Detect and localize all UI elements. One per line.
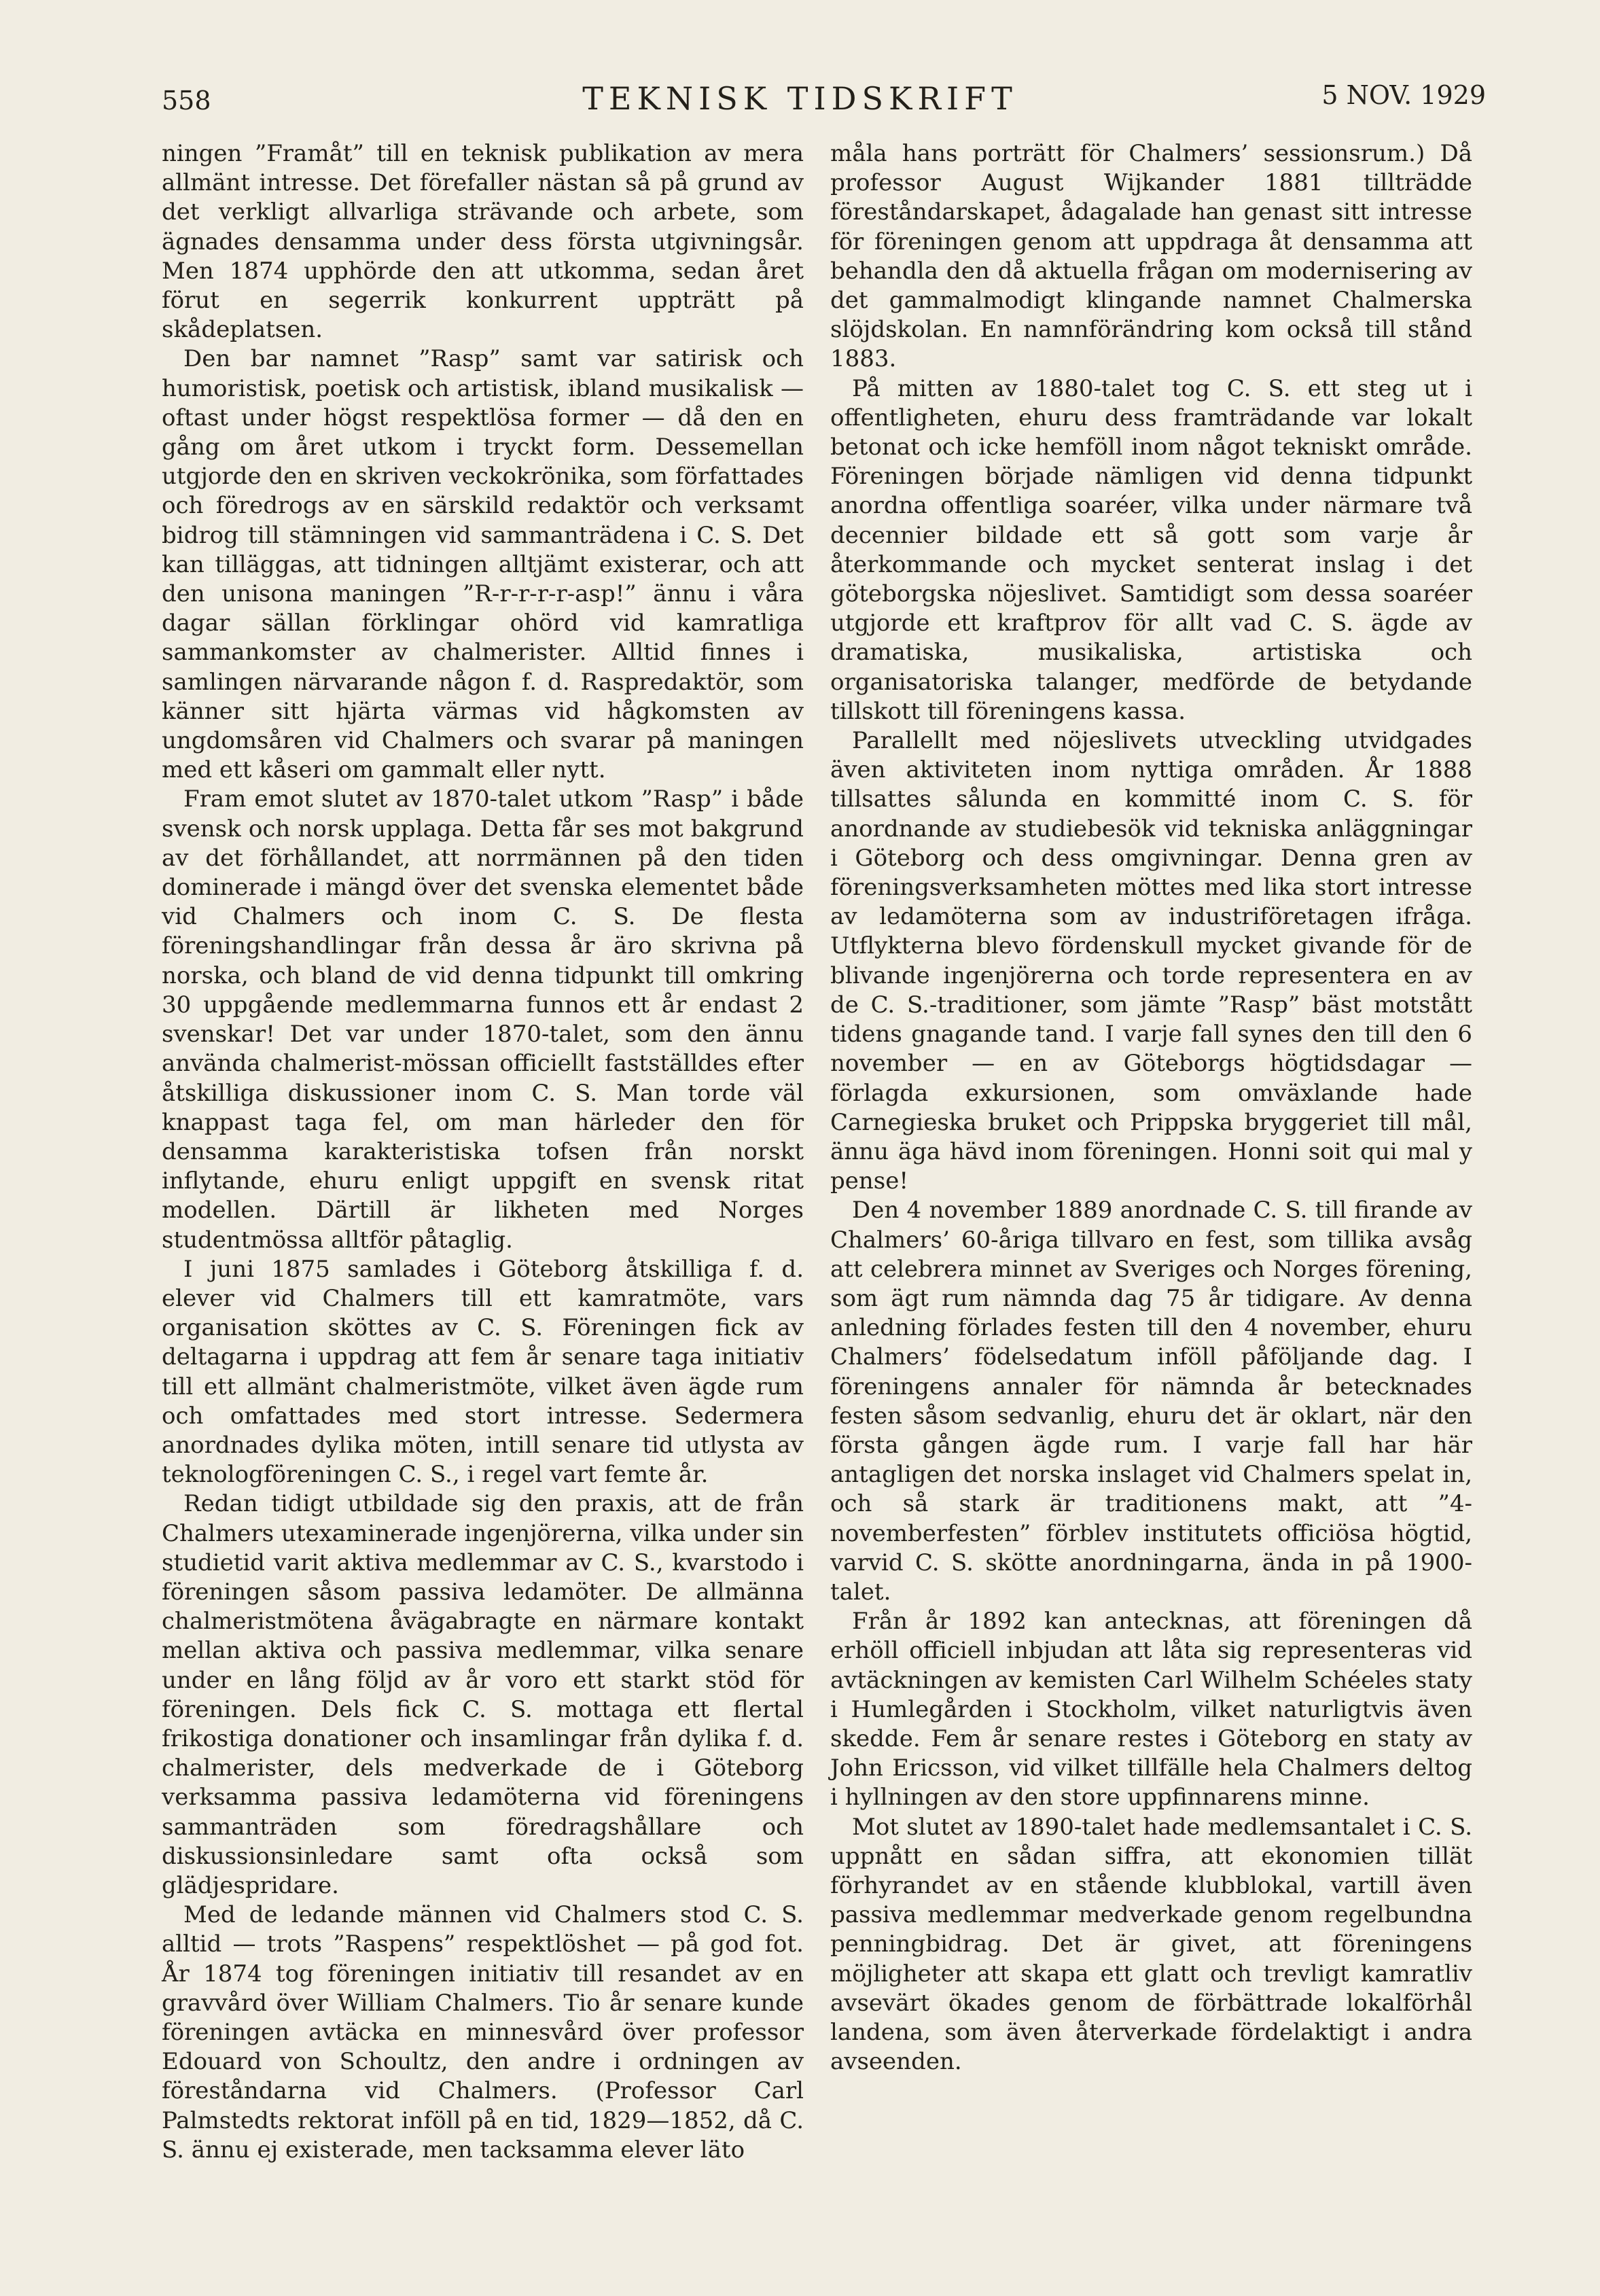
page-header (0, 80, 1600, 135)
page-number: 558 (162, 86, 211, 116)
paragraph: ningen ”Framåt” till en teknisk publikation av mera allmänt intresse. Det förefaller nästan så på grund av det verkligt allvarliga strävande och arbete, som ägnades densamma under dess första utgivningsår. Men 1874 upphörde den att utkomma, sedan året förut en segerrik konkurrent uppträtt på skådeplatsen. (162, 140, 804, 344)
paragraph: I juni 1875 samlades i Göteborg åtskilliga f. d. elever vid Chalmers till ett kamratmöte, vars organisation sköttes av C. S. Föreningen fick av deltagarna i uppdrag att fem år senare taga initiativ till ett allmänt chalmeristmöte, vilket även ägde rum och omfattades med stort intresse. Sedermera anordnades dylika möten, intill senare tid utlysta av teknologföreningen C. S., i regel vart femte år. (162, 1255, 804, 1489)
paragraph: På mitten av 1880-talet tog C. S. ett steg ut i offentligheten, ehuru dess framträdande var lokalt betonat och icke hemföll inom något tekniskt område. Föreningen började nämligen vid denna tidpunkt anordna offentliga soaréer, vilka under närmare två decennier bildade ett så gott som varje år återkommande och mycket senterat inslag i det göteborgska nöjeslivet. Samtidigt som dessa soaréer utgjorde ett kraftprov för allt vad C. S. ägde av dramatiska, musikaliska, artistiska och organisatoriska talanger, medförde de betydande tillskott till föreningens kassa. (830, 374, 1472, 725)
paragraph: Redan tidigt utbildade sig den praxis, att de från Chalmers utexaminerade ingenjörerna, vilka under sin studietid varit aktiva medlemmar av C. S., kvarstodo i föreningen såsom passiva ledamöter. De allmänna chalmeristmötena åvägabragte en närmare kontakt mellan aktiva och passiva medlemmar, vilka senare under en lång följd av år voro ett starkt stöd för föreningen. Dels fick C. S. mottaga ett flertal frikostiga donationer och insamlingar från dylika f. d. chalmerister, dels medverkade de i Göteborg verksamma passiva ledamöterna vid föreningens sammanträden som föredragshållare och diskussionsinledare samt ofta också som glädjespridare. (162, 1490, 804, 1899)
paragraph: Mot slutet av 1890-talet hade medlemsantalet i C. S. uppnått en sådan siffra, att ekonomien tillät förhyrandet av en stående klubblokal, vartill även passiva medlemmar medverkade genom regelbundna penningbidrag. Det är givet, att föreningens möjligheter att skapa ett glatt och trevligt kamratliv avsevärt ökades genom de förbättrade lokalförhål landena, som även återverkade fördelaktigt i andra avseenden. (830, 1813, 1472, 2076)
paragraph: Fram emot slutet av 1870-talet utkom ”Rasp” i både svensk och norsk upplaga. Detta får ses mot bakgrund av det förhållandet, att norrmännen på den tiden dominerade i mängd över det svenska elementet både vid Chalmers och inom C. S. De flesta föreningshandlingar från dessa år äro skrivna på norska, och bland de vid denna tidpunkt till omkring 30 uppgående medlemmarna funnos ett år endast 2 svenskar! Det var under 1870-talet, som den ännu använda chalmerist-mössan officiellt fastställdes efter åtskilliga diskussioner inom C. S. Man torde väl knappast taga fel, om man härleder den för densamma karakteristiska tofsen från norskt inflytande, ehuru enligt uppgift en svensk ritat modellen. Därtill är likheten med Norges studentmössa alltför påtaglig. (162, 785, 804, 1254)
right-column (830, 139, 1472, 2077)
paragraph: Från år 1892 kan antecknas, att föreningen då erhöll officiell inbjudan att låta sig representeras vid avtäckningen av kemisten Carl Wilhelm Schéeles staty i Humlegården i Stockholm, vilket naturligtvis även skedde. Fem år senare restes i Göteborg en staty av John Ericsson, vid vilket tillfälle hela Chalmers deltog i hyllningen av den store uppfinnarens minne. (830, 1608, 1472, 1812)
paragraph: Med de ledande männen vid Chalmers stod C. S. alltid — trots ”Raspens” respektlöshet — på god fot. År 1874 tog föreningen initiativ till resandet av en gravvård över William Chalmers. Tio år senare kunde föreningen avtäcka en minnesvård över professor Edouard von Schoultz, den andre i ordningen av föreståndarna vid Chalmers. (Professor Carl Palmstedts rektorat inföll på en tid, 1829—1852, då C. S. ännu ej existerade, men tacksamma elever läto (162, 1901, 804, 2163)
left-column (162, 139, 804, 2165)
paragraph: måla hans porträtt för Chalmers’ sessionsrum.) Då professor August Wijkander 1881 tillträdde föreståndarskapet, ådagalade han genast sitt intresse för föreningen genom att uppdraga åt densamma att behandla den då aktuella frågan om modernisering av det gammalmodigt klingande namnet Chalmerska slöjdskolan. En namnförändring kom också till stånd 1883. (830, 140, 1472, 373)
issue-date: 5 NOV. 1929 (1321, 80, 1486, 110)
paragraph: Den 4 november 1889 anordnade C. S. till firande av Chalmers’ 60-åriga tillvaro en fest, som tillika avsåg att celebrera minnet av Sveriges och Norges förening, som ägt rum nämnda dag 75 år tidigare. Av denna anledning förlades festen till den 4 november, ehuru Chalmers’ födelsedatum inföll påföljande dag. I föreningens annaler för nämnda år betecknades festen såsom sedvanlig, ehuru det är oklart, när den första gången ägde rum. I varje fall har här antagligen det norska inslaget vid Chalmers spelat in, och så stark är traditionens makt, att ”4-novemberfesten” förblev institutets officiösa högtid, varvid C. S. skötte anordningarna, ända in på 1900-talet. (830, 1197, 1472, 1606)
journal-title: TEKNISK TIDSKRIFT (582, 80, 1018, 117)
paragraph: Den bar namnet ”Rasp” samt var satirisk och humoristisk, poetisk och artistisk, ibland musikalisk — oftast under högst respektlösa former — då den en gång om året utkom i tryckt form. Dessemellan utgjorde den en skriven veckokrönika, som författades och föredrogs av en särskild redaktör och verksamt bidrog till stämningen vid sammanträdena i C. S. Det kan tilläggas, att tidningen alltjämt existerar, och att den unisona maningen ”R-r-r-r-r-asp!” ännu i våra dagar sällan förklingar ohörd vid kamratliga sammankomster av chalmerister. Alltid finnes i samlingen närvarande någon f. d. Raspredaktör, som känner sitt hjärta värmas vid hågkomsten av ungdomsåren vid Chalmers och svarar på maningen med ett kåseri om gammalt eller nytt. (162, 345, 804, 784)
paragraph: Parallellt med nöjeslivets utveckling utvidgades även aktiviteten inom nyttiga områden. År 1888 tillsattes sålunda en kommitté inom C. S. för anordnande av studiebesök vid tekniska anläggningar i Göteborg och dess omgivningar. Denna gren av föreningsverksamheten möttes med lika stort intresse av ledamöterna som av industriföretagen ifråga. Utflykterna blevo fördenskull mycket givande för de blivande ingenjörerna och torde representera en av de C. S.-traditioner, som jämte ”Rasp” bäst motstått tidens gnagande tand. I varje fall synes den till den 6 november — en av Göteborgs högtidsdagar — förlagda exkursionen, som omväxlande hade Carnegieska bruket och Prippska bryggeriet till mål, ännu äga hävd inom föreningen. Honni soit qui mal y pense! (830, 727, 1472, 1195)
